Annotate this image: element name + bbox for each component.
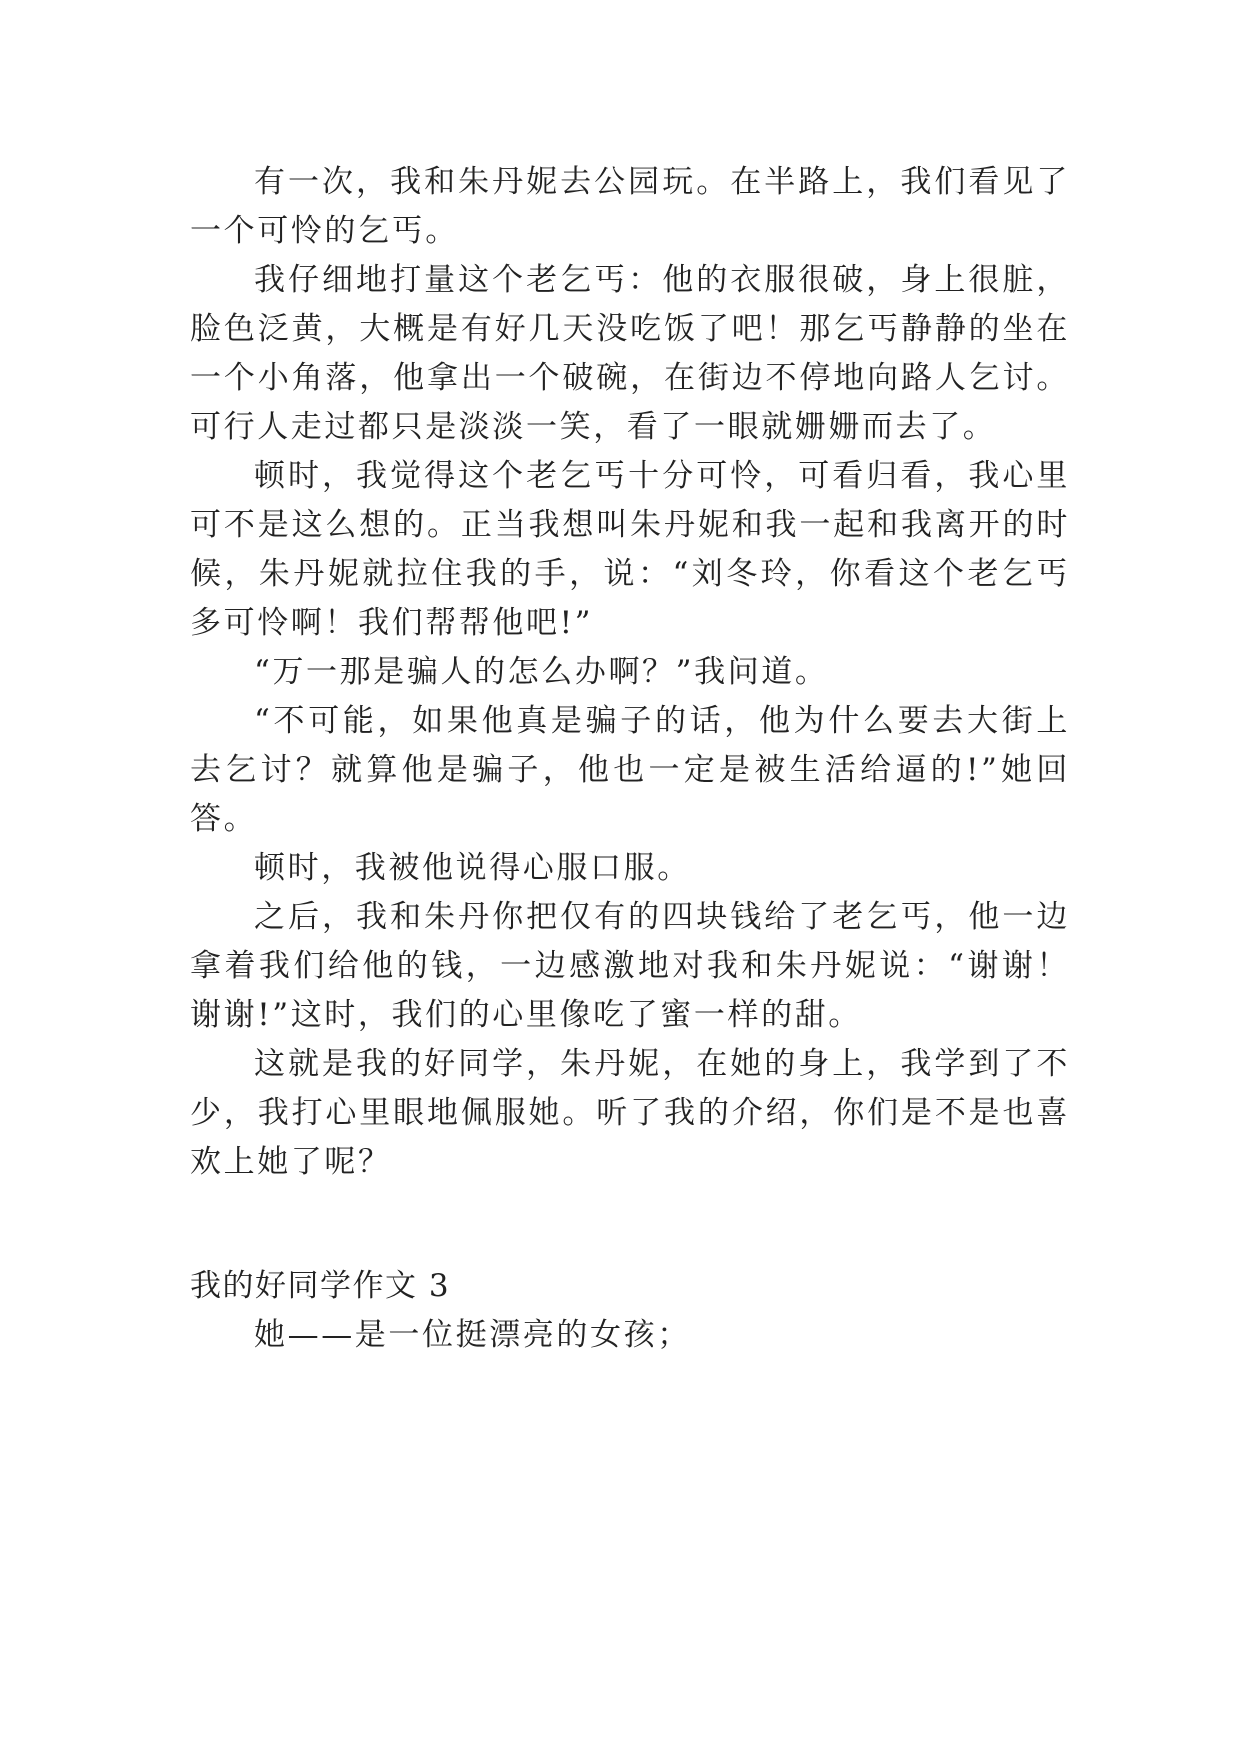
paragraph: 有一次，我和朱丹妮去公园玩。在半路上，我们看见了一个可怜的乞丐。 bbox=[190, 164, 1070, 249]
paragraph: “不可能，如果他真是骗子的话，他为什么要去大街上去乞讨？就算他是骗子，他也一定是被生活给逼的!”她回答。 bbox=[190, 703, 1070, 837]
paragraph: 我仔细地打量这个老乞丐：他的衣服很破，身上很脏，脸色泛黄，大概是有好几天没吃饭了吧！那乞丐静静的坐在一个小角落，他拿出一个破碗，在街边不停地向路人乞讨。可行人走过都只是淡淡一笑，看了一眼就姗姗而去了。 bbox=[190, 262, 1070, 445]
paragraph: 之后，我和朱丹你把仅有的四块钱给了老乞丐，他一边拿着我们给他的钱，一边感激地对我和朱丹妮说：“谢谢！谢谢!”这时，我们的心里像吃了蜜一样的甜。 bbox=[190, 899, 1070, 1033]
section-title: 我的好同学作文 3 bbox=[190, 1268, 451, 1304]
paragraph: “万一那是骗人的怎么办啊？”我问道。 bbox=[254, 654, 829, 690]
paragraph: 顿时，我被他说得心服口服。 bbox=[254, 850, 691, 886]
paragraph: 这就是我的好同学，朱丹妮，在她的身上，我学到了不少，我打心里眼地佩服她。听了我的介绍，你们是不是也喜欢上她了呢？ bbox=[190, 1046, 1070, 1180]
paragraph: 她——是一位挺漂亮的女孩； bbox=[254, 1317, 691, 1353]
document-body bbox=[190, 158, 1070, 1360]
paragraph: 顿时，我觉得这个老乞丐十分可怜，可看归看，我心里可不是这么想的。正当我想叫朱丹妮和我一起和我离开的时候，朱丹妮就拉住我的手，说：“刘冬玲，你看这个老乞丐多可怜啊！我们帮帮他吧!” bbox=[190, 458, 1070, 641]
